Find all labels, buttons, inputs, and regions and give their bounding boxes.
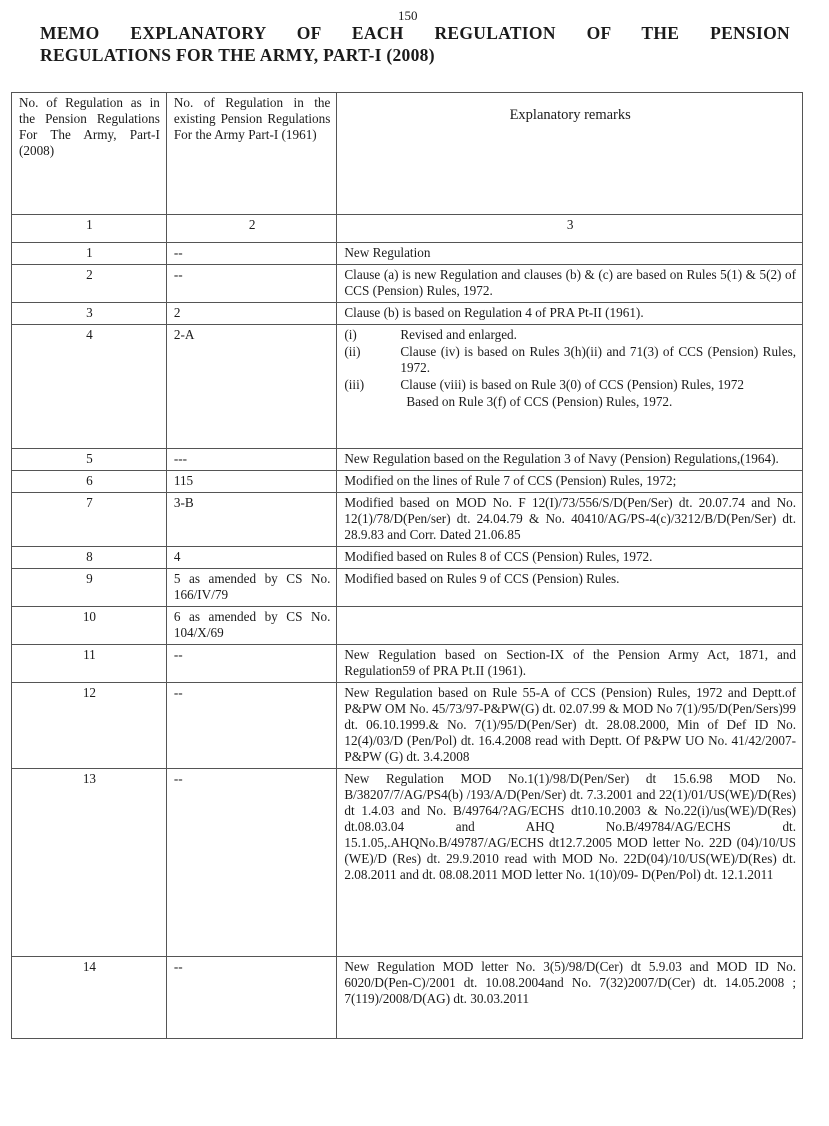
header-remarks: Explanatory remarks <box>337 93 803 215</box>
reg-1961-cell: -- <box>166 769 337 957</box>
reg-1961-cell: 115 <box>166 471 337 493</box>
reg-1961-cell: -- <box>166 957 337 1039</box>
clause-text: Clause (iv) is based on Rules 3(h)(ii) and 71(3) of CCS (Pension) Rules, 1972. <box>400 344 796 375</box>
remarks-cell: Modified based on MOD No. F 12(I)/73/556/S/D(Pen/Ser) dt. 20.07.74 and No. 12(1)/78/D(Pen/ser) dt. 24.04.79 & No. 40410/AG/PS-4(c)/3212/B/D(Pen/Ser) dt. 28.9.83 and Corr. Dated 21.06.85 <box>337 493 803 547</box>
clause-marker: (i) <box>344 327 357 342</box>
remarks-cell: New Regulation MOD No.1(1)/98/D(Pen/Ser) dt 15.6.98 MOD No. B/38207/7/AG/PS4(b) /193/A/D(Pen/Ser) dt. 7.3.2001 and 22(1)/01/US(WE)/D(Res) dt 1.4.03 and No. B/49764/?AG/ECHS dt10.10.2003 & No.22(i)/us(WE)/D(Res) dt.08.03.04 and AHQ No.B/49784/AG/ECHS dt. 15.1.05,.AHQNo.B/49787/AG/ECHS dt12.7.2005 MOD letter No. 22D (04)/10/US (WE)/D (Res) dt. 29.9.2010 read with MOD No. 22D(04)/10/US(WE)/D(Res) dt. 2.08.2011 and dt. 08.08.2011 MOD letter No. 1(10)/09- D(Pen/Pol) dt. 12.1.2011 <box>337 769 803 957</box>
document-title-line-2: REGULATIONS FOR THE ARMY, PART-I (2008) <box>40 45 435 65</box>
reg-1961-cell: --- <box>166 449 337 471</box>
table-row <box>12 265 803 303</box>
column-number-3: 3 <box>337 215 803 243</box>
remarks-cell: Modified based on Rules 9 of CCS (Pension) Rules. <box>337 569 803 607</box>
table-row <box>12 303 803 325</box>
table-row <box>12 449 803 471</box>
remarks-cell <box>337 607 803 645</box>
regulation-table <box>11 92 803 1039</box>
document-title <box>40 22 790 66</box>
clause-text: Clause (viii) is based on Rule 3(0) of CCS (Pension) Rules, 1972 <box>400 377 744 392</box>
table-row <box>12 547 803 569</box>
table-row <box>12 493 803 547</box>
remarks-cell: New Regulation based on the Regulation 3 of Navy (Pension) Regulations,(1964). <box>337 449 803 471</box>
table-row <box>12 957 803 1039</box>
clause-marker: (iii) <box>344 377 365 392</box>
reg-2008-cell: 5 <box>12 449 167 471</box>
clause-text: Revised and enlarged. <box>400 327 517 342</box>
reg-2008-cell: 6 <box>12 471 167 493</box>
reg-2008-cell: 14 <box>12 957 167 1039</box>
header-reg-1961: No. of Regulation in the existing Pension Regulations For the Army Part-I (1961) <box>166 93 337 215</box>
reg-2008-cell: 4 <box>12 325 167 449</box>
remarks-cell <box>337 325 803 449</box>
table-header-row <box>12 93 803 215</box>
remarks-cell: Clause (a) is new Regulation and clauses (b) & (c) are based on Rules 5(1) & 5(2) of CCS (Pension) Rules, 1972. <box>337 265 803 303</box>
reg-2008-cell: 11 <box>12 645 167 683</box>
reg-2008-cell: 8 <box>12 547 167 569</box>
document-title-line-1: MEMO EXPLANATORY OF EACH REGULATION OF THE PENSION <box>40 23 790 43</box>
reg-1961-cell: -- <box>166 265 337 303</box>
reg-1961-cell: 5 as amended by CS No. 166/IV/79 <box>166 569 337 607</box>
clause-item <box>344 377 796 393</box>
reg-1961-cell: -- <box>166 683 337 769</box>
reg-2008-cell: 3 <box>12 303 167 325</box>
reg-1961-cell: 6 as amended by CS No. 104/X/69 <box>166 607 337 645</box>
remarks-cell: Modified based on Rules 8 of CCS (Pension) Rules, 1972. <box>337 547 803 569</box>
remarks-cell: New Regulation MOD letter No. 3(5)/98/D(Cer) dt 5.9.03 and MOD ID No. 6020/D(Pen-C)/2001 dt. 10.08.2004and No. 7(32)2007/D(Cer) dt. 14.05.2008 ; 7(119)/2008/D(AG) dt. 30.03.2011 <box>337 957 803 1039</box>
table-row <box>12 769 803 957</box>
table-row <box>12 471 803 493</box>
page-number: 150 <box>398 8 418 23</box>
remarks-cell: Clause (b) is based on Regulation 4 of PRA Pt-II (1961). <box>337 303 803 325</box>
reg-2008-cell: 12 <box>12 683 167 769</box>
reg-1961-cell: 2-A <box>166 325 337 449</box>
reg-1961-cell: 4 <box>166 547 337 569</box>
table-row <box>12 243 803 265</box>
reg-2008-cell: 10 <box>12 607 167 645</box>
reg-2008-cell: 13 <box>12 769 167 957</box>
clause-item <box>344 344 796 376</box>
reg-1961-cell: 3-B <box>166 493 337 547</box>
reg-2008-cell: 9 <box>12 569 167 607</box>
clause-tail-note: Based on Rule 3(f) of CCS (Pension) Rules, 1972. <box>406 394 673 409</box>
table-row <box>12 683 803 769</box>
clause-item <box>344 327 796 343</box>
reg-1961-cell: 2 <box>166 303 337 325</box>
column-number-1: 1 <box>12 215 167 243</box>
reg-2008-cell: 1 <box>12 243 167 265</box>
header-reg-2008: No. of Regulation as in the Pension Regulations For The Army, Part-I (2008) <box>12 93 167 215</box>
clause-list <box>344 327 796 393</box>
table-row <box>12 325 803 449</box>
reg-2008-cell: 7 <box>12 493 167 547</box>
remarks-cell: New Regulation <box>337 243 803 265</box>
column-number-2: 2 <box>166 215 337 243</box>
reg-2008-cell: 2 <box>12 265 167 303</box>
remarks-cell: New Regulation based on Section-IX of the Pension Army Act, 1871, and Regulation59 of PRA Pt.II (1961). <box>337 645 803 683</box>
table-row <box>12 569 803 607</box>
reg-1961-cell: -- <box>166 243 337 265</box>
clause-marker: (ii) <box>344 344 361 359</box>
table-row <box>12 645 803 683</box>
remarks-cell: Modified on the lines of Rule 7 of CCS (Pension) Rules, 1972; <box>337 471 803 493</box>
column-number-row <box>12 215 803 243</box>
table-row <box>12 607 803 645</box>
remarks-cell: New Regulation based on Rule 55-A of CCS (Pension) Rules, 1972 and Deptt.of P&PW OM No. 45/73/97-P&PW(G) dt. 02.07.99 & MOD No 7(1)/95/D(Pen/Sers)99 dt. 06.10.1999.& No. 7(1)/95/D(Pen/Ser) dt. 28.08.2000, Min of Def ID No. 12(4)/03/D (Pen/Pol) dt. 16.4.2008 read with Deptt. Of P&PW UO No. 41/42/2007-P&PW (G) dt. 3.4.2008 <box>337 683 803 769</box>
reg-1961-cell: -- <box>166 645 337 683</box>
